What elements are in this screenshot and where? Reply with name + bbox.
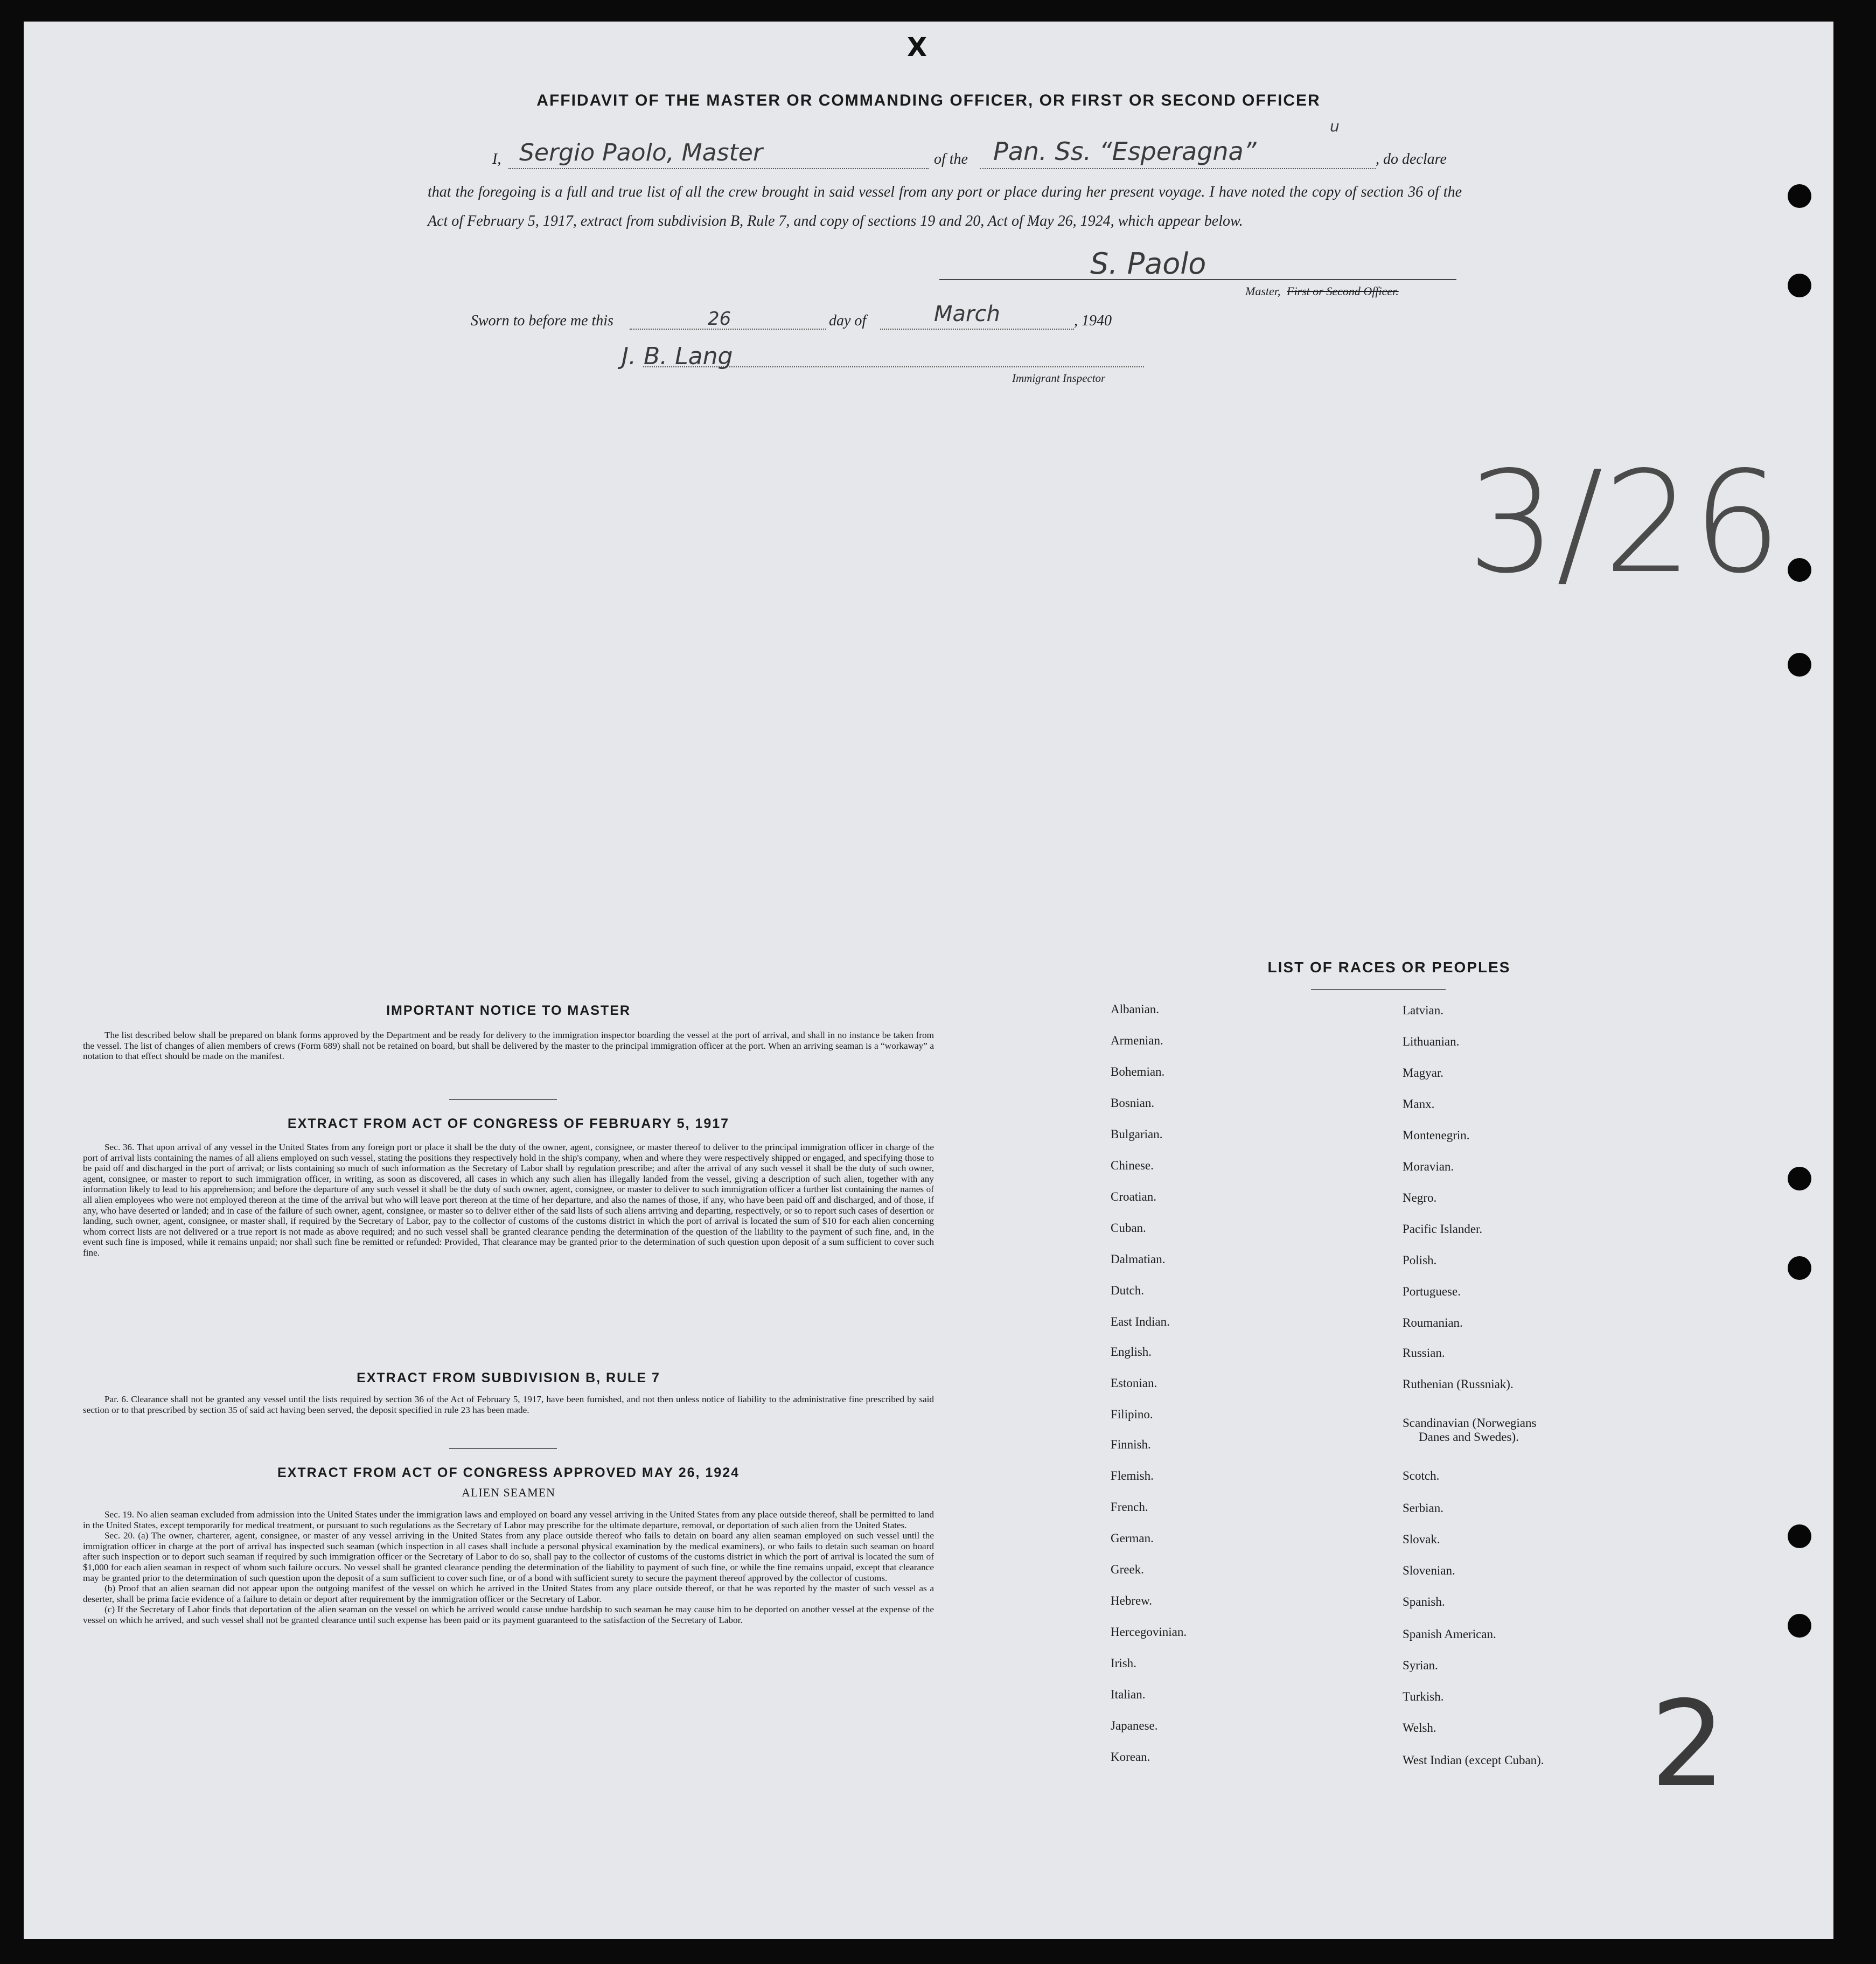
- race-item: Croatian.: [1111, 1190, 1156, 1203]
- master-name-handwritten: Sergio Paolo, Master: [519, 139, 763, 166]
- race-item: Irish.: [1111, 1656, 1136, 1670]
- race-item: Flemish.: [1111, 1469, 1154, 1482]
- race-item: Lithuanian.: [1403, 1035, 1460, 1048]
- race-item: Magyar.: [1403, 1066, 1444, 1079]
- document-page: [24, 22, 1833, 1939]
- struck-officer-label: First or Second Officer.: [1287, 284, 1399, 298]
- race-item: Bosnian.: [1111, 1096, 1155, 1110]
- notice-title: IMPORTANT NOTICE TO MASTER: [386, 1003, 631, 1018]
- binder-hole: [1788, 274, 1811, 297]
- vessel-name-handwritten: Pan. Ss. “Esperagna”: [993, 137, 1257, 166]
- race-item: Bohemian.: [1111, 1065, 1165, 1078]
- extract-1917-text: [83, 1142, 934, 1258]
- binder-hole: [1788, 1524, 1811, 1548]
- race-item: Italian.: [1111, 1688, 1146, 1701]
- race-item: Turkish.: [1403, 1690, 1444, 1703]
- date-mark: 3/26: [1467, 442, 1782, 604]
- binder-hole: [1788, 653, 1811, 677]
- race-item: West Indian (except Cuban).: [1403, 1753, 1544, 1767]
- race-item: English.: [1111, 1345, 1152, 1359]
- race-item: Hercegovinian.: [1111, 1625, 1187, 1639]
- divider: [449, 1099, 557, 1100]
- extract-1917-title: EXTRACT FROM ACT OF CONGRESS OF FEBRUARY 5, 1917: [287, 1116, 730, 1131]
- sworn-year: , 1940: [1074, 312, 1112, 329]
- race-item: Roumanian.: [1403, 1316, 1463, 1329]
- race-item: Greek.: [1111, 1563, 1144, 1576]
- race-item: Estonian.: [1111, 1376, 1157, 1390]
- affidavit-do-declare: , do declare: [1376, 151, 1447, 168]
- race-item: Manx.: [1403, 1097, 1435, 1111]
- race-item: Danes and Swedes).: [1419, 1430, 1519, 1444]
- races-title: LIST OF RACES OR PEOPLES: [1267, 959, 1511, 976]
- race-item: Scandinavian (Norwegians: [1403, 1416, 1537, 1430]
- inspector-label: Immigrant Inspector: [1012, 372, 1106, 385]
- extract-rule7-paragraph: Par. 6. Clearance shall not be granted any vessel until the lists required by section 36 of the Act of February 5, 1917, have been furnished, and not then unless notice of liability to the administrative fine prescribed by said section or to that prescribed by section 35 of said act having been served, the deposit specified in rule 23 has been made.: [83, 1394, 934, 1415]
- race-item: Latvian.: [1403, 1004, 1443, 1017]
- race-item: Dutch.: [1111, 1284, 1144, 1297]
- affidavit-of-the: of the: [934, 151, 968, 168]
- page-mark: 2: [1650, 1675, 1726, 1813]
- race-item: Spanish.: [1403, 1595, 1445, 1608]
- race-item: Armenian.: [1111, 1034, 1163, 1047]
- divider: [1311, 989, 1446, 990]
- notice-text: [83, 1030, 934, 1062]
- top-mark: X: [907, 32, 927, 62]
- race-item: Montenegrin.: [1403, 1129, 1470, 1142]
- binder-hole: [1788, 1614, 1811, 1638]
- name-fill-line: [508, 168, 929, 169]
- extract-1924-paragraph: Sec. 19. No alien seaman excluded from admission into the United States under the immigration laws and employed on board any vessel arriving in the United States from any place outside thereof, shall be permitted to land in the United States, except temporarily for medical treatment, or pursuant to such regulations as the Secretary of Labor may prescribe for the ultimate departure, removal, or deportation of such alien from the United States.: [83, 1509, 934, 1530]
- race-item: Ruthenian (Russniak).: [1403, 1377, 1514, 1391]
- sworn-label: Sworn to before me this: [471, 312, 613, 329]
- day-of-label: day of: [829, 312, 867, 329]
- race-item: Slovak.: [1403, 1533, 1440, 1546]
- race-item: Pacific Islander.: [1403, 1222, 1483, 1236]
- binder-hole: [1788, 184, 1811, 208]
- extract-1924-paragraph: (c) If the Secretary of Labor finds that deportation of the alien seaman on the vessel on which he arrived would cause undue hardship to such seaman he may cause him to be deported on another vessel at the expense of the vessel on which he arrived, and such vessel shall not be granted clearance until such expense has been paid or its payment guaranteed to the satisfaction of the Secretary of Labor.: [83, 1604, 934, 1625]
- race-item: Filipino.: [1111, 1408, 1153, 1421]
- extract-1924-paragraph: Sec. 20. (a) The owner, charterer, agent, consignee, or master of any vessel arriving in the United States from any place outside thereof who fails to detain on board any alien seaman employed on such vessel until the immigration officer in charge at the port of arrival has inspected such seaman (which inspection in all cases shall include a personal physical examination by the medical examiners), or who fails to detain such seaman on board after such inspection or to deport such seaman if required by such immigration officer or the Secretary of Labor to do so, shall pay to the collector of customs of the customs district in which the port of arrival is located the sum of $1,000 for each alien seaman in respect of whom such failure occurs. No vessel shall be granted clearance pending the determination of the liability to payment of such fine, or while the fine remains unpaid, except that clearance may be granted prior to the determination of such question upon the deposit of a sum sufficient to cover such fine, or of a bond with sufficient surety to secure the payment thereof approved by the collector of customs.: [83, 1530, 934, 1583]
- binder-hole: [1788, 1256, 1811, 1280]
- race-item: Spanish American.: [1403, 1627, 1496, 1641]
- binder-hole: [1788, 1167, 1811, 1190]
- race-item: Negro.: [1403, 1191, 1437, 1204]
- race-item: Bulgarian.: [1111, 1127, 1163, 1141]
- race-item: Dalmatian.: [1111, 1252, 1166, 1266]
- race-item: Serbian.: [1403, 1501, 1444, 1515]
- race-item: Albanian.: [1111, 1002, 1160, 1016]
- affidavit-title: AFFIDAVIT OF THE MASTER OR COMMANDING OFFICER, OR FIRST OR SECOND OFFICER: [536, 92, 1321, 109]
- small-mark: u: [1330, 117, 1340, 135]
- race-item: East Indian.: [1111, 1315, 1170, 1328]
- binder-hole: [1788, 558, 1811, 582]
- race-item: Scotch.: [1403, 1469, 1440, 1482]
- extract-rule7-title: EXTRACT FROM SUBDIVISION B, RULE 7: [357, 1370, 660, 1385]
- sworn-month-handwritten: March: [934, 302, 1000, 326]
- race-item: Chinese.: [1111, 1159, 1154, 1172]
- race-item: Polish.: [1403, 1253, 1437, 1267]
- race-item: Finnish.: [1111, 1438, 1151, 1451]
- extract-1924-subtitle: ALIEN SEAMEN: [462, 1486, 555, 1499]
- race-item: Welsh.: [1403, 1721, 1436, 1735]
- sworn-day-handwritten: 26: [708, 308, 731, 330]
- extract-1917-paragraph: Sec. 36. That upon arrival of any vessel in the United States from any foreign port or place it shall be the duty of the owner, agent, consignee, or master thereof to deliver to the principal immigration officer in charge of the port of arrival lists containing the names of all aliens employed on such vessel, stating the positions they respectively hold in the ship's company, when and where they were respectively shipped or engaged, and specifying those to be paid off and discharged in the port of arrival; or lists containing so much of such information as the Secretary of Labor shall by regulation prescribe; and after the arrival of any such vessel it shall be the duty of such owner, agent, consignee, or master to report to such immigration officer, in writing, as soon as discovered, all cases in which any such alien has illegally landed from the vessel, giving a description of such alien, together with any information likely to lead to his apprehension; and before the departure of any such vessel it shall be the duty of such owner, agent, consignee, or master to deliver to such immigration officer a further list containing the names of all alien employees who were not employed thereon at the time of the arrival but who will leave port thereon at the time of her departure, and also the names of those, if any, who have been paid off and discharged, and of those, if any, who have deserted or landed; and in case of the failure of such owner, agent, consignee, or master so to deliver either of the said lists of such aliens arriving and departing, respectively, or so to report such cases of desertion or landing, such owner, agent, consignee, or master shall, if required by the Secretary of Labor, pay to the collector of customs of the customs district in which the port of arrival is located the sum of $10 for each alien concerning whom correct lists are not delivered or a true report is not made as above required; and no such vessel shall be granted clearance pending the determination of the question of the liability to the payment of such fine, and, in the event such fine is imposed, while it remains unpaid; nor shall such fine be remitted or refunded: Provided, That clearance may be granted prior to the determination of such question upon deposit of a sum sufficient to cover such fine.: [83, 1142, 934, 1258]
- notice-paragraph: The list described below shall be prepared on blank forms approved by the Department and be ready for delivery to the immigration inspector boarding the vessel at the port of arrival, and shall in no instance be taken from the vessel. The list of changes of alien members of crews (Form 689) shall not be retained on board, but shall be delivered by the master to the principal immigration officer at the port. When an arriving seaman is a “workaway” a notation to that effect should be made on the manifest.: [83, 1030, 934, 1062]
- affidavit-i-label: I,: [492, 151, 501, 168]
- extract-1924-text: [83, 1509, 934, 1626]
- extract-1924-title: EXTRACT FROM ACT OF CONGRESS APPROVED MAY 26, 1924: [277, 1465, 740, 1480]
- master-label: Master,: [1245, 284, 1281, 298]
- inspector-signature-handwritten: J. B. Lang: [622, 343, 733, 370]
- race-item: French.: [1111, 1500, 1148, 1514]
- master-signature-handwritten: S. Paolo: [1090, 247, 1207, 281]
- sworn-month-line: [880, 329, 1074, 330]
- affidavit-body: that the foregoing is a full and true list of all the crew brought in said vessel from any port or place during her present voyage. I have noted the copy of section 36 of the Act of February 5, 1917, extract from subdivision B, Rule 7, and copy of sections 19 and 20, Act of May 26, 1924, which appear below.: [428, 184, 1462, 229]
- race-item: Russian.: [1403, 1346, 1445, 1360]
- extract-1924-paragraph: (b) Proof that an alien seaman did not appear upon the outgoing manifest of the vessel on which he arrived in the United States from any place outside thereof, or that he was reported by the master of such vessel as a deserter, shall be prima facie evidence of a failure to detain or deport after requirement by the immigration officer or the Secretary of Labor.: [83, 1583, 934, 1604]
- race-item: Japanese.: [1111, 1719, 1158, 1732]
- race-item: Hebrew.: [1111, 1594, 1153, 1607]
- race-item: Portuguese.: [1403, 1285, 1461, 1298]
- race-item: Korean.: [1111, 1750, 1150, 1764]
- vessel-fill-line: [980, 168, 1376, 169]
- race-item: Cuban.: [1111, 1221, 1146, 1235]
- extract-rule7-text: [83, 1394, 934, 1415]
- race-item: Syrian.: [1403, 1659, 1438, 1672]
- race-item: Slovenian.: [1403, 1564, 1455, 1577]
- race-item: German.: [1111, 1531, 1154, 1545]
- race-item: Moravian.: [1403, 1160, 1454, 1173]
- divider: [449, 1448, 557, 1449]
